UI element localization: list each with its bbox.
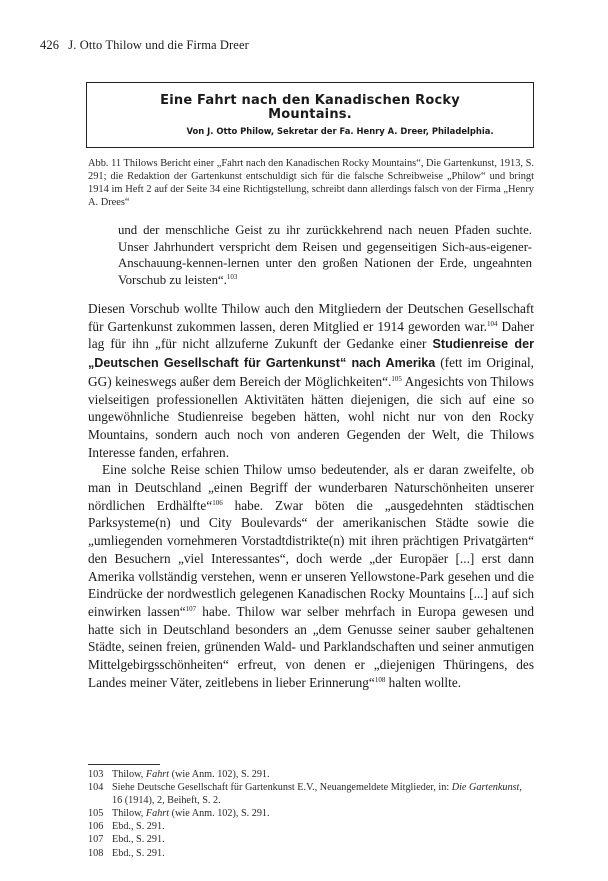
footnote-text-part: , 16 (1914), 2, Beiheft, S. 2. (112, 782, 522, 807)
running-head-title: J. Otto Thilow und die Firma Dreer (68, 38, 249, 52)
footnote-ref: 104 (486, 319, 498, 328)
footnote-text-part: Siehe Deutsche Gesellschaft für Gartenkunst E.V., Neuangemeldete Mitglieder, in: (112, 782, 452, 794)
text-segment: (fett im Original, GG) keineswegs außer dem Bereich der Möglichkeiten“. (88, 355, 535, 389)
footnote (88, 768, 534, 781)
footnote-ref: 105 (391, 374, 402, 383)
text-segment: Angesichts von Thilows vielseitigen professionellen Aktivitäten hätten diejenigen, die sich auf eine so ungewöhnliche Studienreise begeben hätten, wohl nicht nur von den Rocky Mountains, sondern auch noch von anderen Gegenden der Welt, die Thilows Interesse fanden, erfahren. (88, 373, 534, 460)
paragraph-2 (88, 461, 534, 691)
footnote-text (112, 781, 534, 807)
paragraph-1 (88, 300, 534, 461)
footnote-italic: Fahrt (145, 808, 170, 820)
figure-byline: Von J. Otto Philow, Sekretar der Fa. Henry A. Dreer, Philadelphia. (186, 126, 494, 136)
figure-title-line-2: Mountains. (268, 107, 352, 122)
figure-caption: Abb. 11 Thilows Bericht einer „Fahrt nach den Kanadischen Rocky Mountains“, Die Gartenkunst, 1913, S. 291; die Redaktion der Gartenkunst entschuldigt sich für die falsche Schreibweise „Philow“ und bringt 1914 im Heft 2 auf der Seite 34 eine Richtigstellung, schreibt dann allerdings falsch von der Firma „Henry A. Drees“ (88, 158, 534, 209)
footnote-text (112, 847, 534, 860)
footnotes (88, 768, 534, 860)
bold-phrase: Studienreise der „Deutschen Gesellschaft für Gartenkunst“ nach Amerika (88, 337, 534, 371)
footnote-text-part: Ebd., S. 291. (112, 847, 165, 859)
footnote-ref: 103 (226, 272, 238, 281)
footnote-text-part: (wie Anm. 102), S. 291. (169, 808, 270, 820)
footnote (88, 847, 534, 860)
footnote-number: 106 (88, 821, 104, 833)
text-segment: halten wollte. (385, 674, 462, 690)
footnote-italic: Die Gartenkunst (451, 782, 520, 794)
page-number: 426 (40, 38, 60, 52)
footnote-text (112, 820, 534, 833)
figure-article-header (86, 82, 534, 148)
footnote-text-part: Thilow, (112, 769, 146, 780)
footnote (88, 833, 534, 846)
footnote-divider (88, 764, 160, 765)
figure-title-line-1: Eine Fahrt nach den Kanadischen Rocky (160, 93, 460, 108)
text-segment: Diesen Vorschub wollte Thilow auch den Mitgliedern der Deutschen Gesellschaft für Gartenkunst zukommen lassen, deren Mitglied er 1914 geworden war. (88, 301, 534, 334)
block-quote (118, 222, 532, 288)
footnote-text-part: Ebd., S. 291. (112, 821, 165, 833)
footnote-text-part: Ebd., S. 291. (112, 834, 165, 846)
text-segment: habe. Zwar böten die „ausgedehnten städtischen Parksysteme(n) und City Boulevards“ der amerikanischen Städte sowie die „umliegenden vornehmeren Vorstadtdistrikte(n) mit ihren prächtigen Privatgärten“ den Besuchern „viel Interessantes“, doch werde „der Europäer [...] erst dann Amerika vollständig verstehen, wenn er unseren Yellowstone-Park gesehen und die Eindrücke der nordwestlich gelegenen Kanadischen Rocky Mountains [...] auf sich einwirken lassen“ (88, 497, 534, 619)
footnote-text (112, 768, 534, 781)
quote-text: und der menschliche Geist zu ihr zurückkehrend nach neuen Pfaden suchte. Unser Jahrhundert verspricht dem Reisen und gegenseitigen Sich-aus-eigener-Anschauung-kennen-lernen unter den großen Nationen der Erde, ungeahnten Vorschub zu leisten“. (118, 223, 532, 287)
footnote-ref: 107 (185, 604, 197, 613)
footnote (88, 820, 534, 833)
footnote-text (112, 807, 534, 820)
text-segment: Eine solche Reise schien Thilow umso bedeutender, als er daran zweifelte, ob man in Deutschland „einen Begriff der wunderbaren Naturschönheiten unserer nördlichen Erdhälfte“ (88, 462, 534, 513)
footnote-text-part: (wie Anm. 102), S. 291. (169, 769, 270, 780)
footnote (88, 807, 534, 820)
footnote-number: 108 (88, 847, 104, 859)
footnote-number: 107 (88, 834, 104, 846)
footnote (88, 781, 534, 807)
text-segment: habe. Thilow war selber mehrfach in Europa gewesen und hatte sich in Deutschland besonders an „dem Genusse seiner sauber gehaltenen Städte, seinen freien, grünenden Wald- und Parklandschaften und seiner anmutigen Mittelgebirgsschönheiten“ erfreut, von denen er „diejenigen Thüringens, des Landes meiner Väter, zeitlebens in lieber Erinnerung“ (88, 603, 534, 690)
footnote-number: 105 (88, 808, 104, 820)
footnote-italic: Fahrt (145, 769, 170, 780)
footnote-ref: 108 (374, 675, 386, 684)
footnote-number: 104 (88, 782, 104, 794)
footnote-ref: 106 (212, 498, 223, 507)
body-text (88, 300, 534, 691)
footnote-text (112, 833, 534, 846)
running-head (40, 38, 249, 53)
footnote-text-part: Thilow, (112, 808, 146, 820)
footnote-number: 103 (88, 769, 104, 780)
text-segment: Daher lag für ihn „für nicht allzuferne Zukunft der Gedanke einer (88, 318, 534, 352)
